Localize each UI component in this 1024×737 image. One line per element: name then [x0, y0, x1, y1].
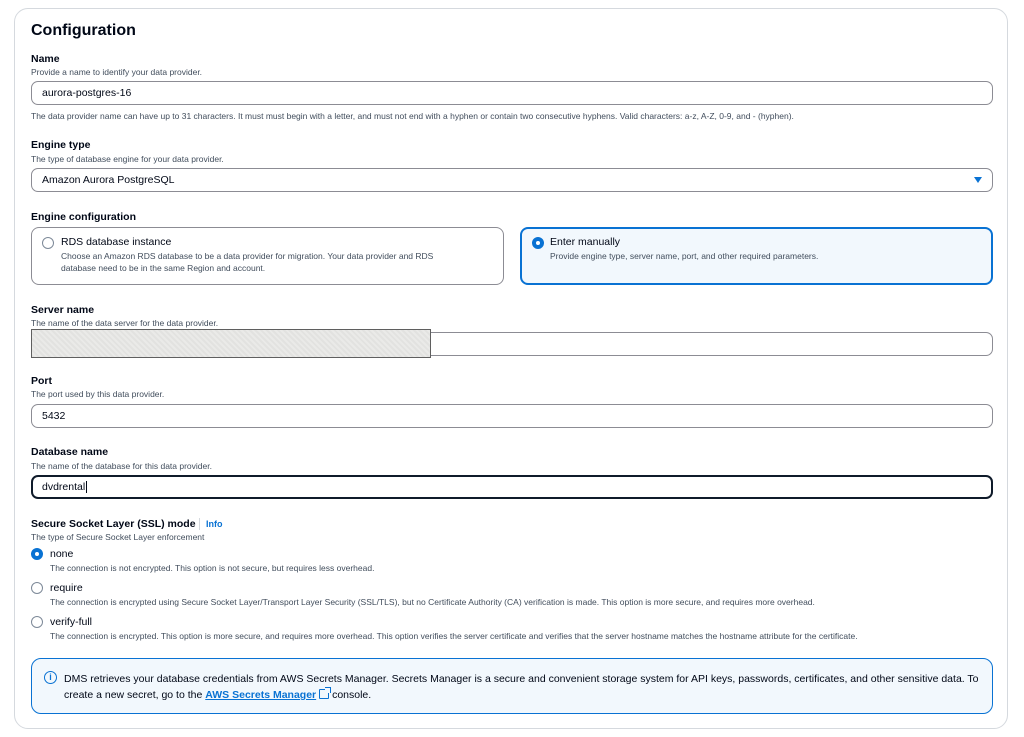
port-description: The port used by this data provider. [31, 389, 165, 399]
caret-down-icon [974, 177, 982, 183]
name-input-value: aurora-postgres-16 [42, 87, 132, 99]
engine-type-label: Engine type [31, 139, 91, 151]
option-description: Choose an Amazon RDS database to be a data provider for migration. Your data provider and RDS [61, 251, 434, 261]
name-description: Provide a name to identify your data provider. [31, 67, 203, 77]
database-name-description: The name of the database for this data provider. [31, 461, 212, 471]
port-input-value: 5432 [42, 410, 66, 422]
name-constraint-text: The data provider name can have up to 31 characters. It must must begin with a letter, and must not end with a hyphen or contain two consecutive hyphens. Valid characters: a-z, A-Z, 0-9, and - (hyphen). [31, 111, 794, 121]
ssl-mode-label: Secure Socket Layer (SSL) mode [31, 518, 196, 530]
port-input[interactable] [31, 404, 993, 428]
ssl-radio-verify-full[interactable] [31, 616, 43, 628]
ssl-mode-description: The type of Secure Socket Layer enforcement [31, 532, 205, 542]
alert-text-before: DMS retrieves your database credentials from AWS Secrets Manager. Secrets Manager is a secure and convenient storage system for API keys, passwords, certificates, and other sensitive data. To create a new secret, go to the [64, 673, 979, 701]
info-icon: i [44, 671, 57, 684]
info-alert [31, 658, 993, 714]
alert-text-after: console. [332, 689, 372, 701]
engine-type-select[interactable] [31, 168, 993, 192]
label-divider [199, 518, 200, 530]
database-name-input[interactable] [31, 475, 993, 499]
radio-button-selected[interactable] [532, 237, 544, 249]
server-name-description: The name of the data server for the data provider. [31, 318, 219, 328]
ssl-option-description: The connection is not encrypted. This option is not secure, but requires less overhead. [50, 563, 375, 573]
ssl-radio-require[interactable] [31, 582, 43, 594]
ssl-option-description: The connection is encrypted. This option is more secure, and requires more overhead. This option verifies the server certificate and verifies that the server hostname matches the hostname attribute for the certificate. [50, 631, 858, 641]
database-name-value: dvdrental [42, 481, 86, 493]
ssl-option-description: The connection is encrypted using Secure Socket Layer/Transport Layer Security (SSL/TLS), but no Certificate Authority (CA) verification is made. This option is more secure, and requires more overhead. [50, 597, 815, 607]
option-description: database need to be in the same Region and account. [61, 263, 266, 273]
option-description: Provide engine type, server name, port, and other required parameters. [550, 251, 819, 261]
name-label: Name [31, 53, 60, 65]
ssl-info-link[interactable]: Info [206, 519, 223, 529]
section-title: Configuration [31, 22, 136, 39]
engine-config-option-rds[interactable] [31, 227, 504, 285]
secrets-manager-link[interactable]: AWS Secrets Manager [205, 689, 317, 701]
port-label: Port [31, 375, 52, 387]
ssl-option-label[interactable]: verify-full [50, 616, 93, 628]
option-title: RDS database instance [61, 236, 172, 248]
ssl-option-label[interactable]: require [50, 582, 83, 594]
option-title: Enter manually [550, 236, 621, 248]
engine-type-description: The type of database engine for your data provider. [31, 154, 224, 164]
database-name-label: Database name [31, 446, 109, 458]
engine-configuration-label: Engine configuration [31, 211, 136, 223]
name-input[interactable] [31, 81, 993, 105]
text-cursor [86, 481, 87, 493]
server-name-label: Server name [31, 304, 95, 316]
ssl-radio-none[interactable] [31, 548, 43, 560]
engine-type-selected-value: Amazon Aurora PostgreSQL [42, 174, 175, 186]
external-link-icon [319, 689, 329, 699]
redacted-overlay [31, 329, 431, 358]
radio-button[interactable] [42, 237, 54, 249]
engine-config-option-manual[interactable] [520, 227, 993, 285]
ssl-option-label[interactable]: none [50, 548, 74, 560]
alert-text [64, 671, 984, 703]
